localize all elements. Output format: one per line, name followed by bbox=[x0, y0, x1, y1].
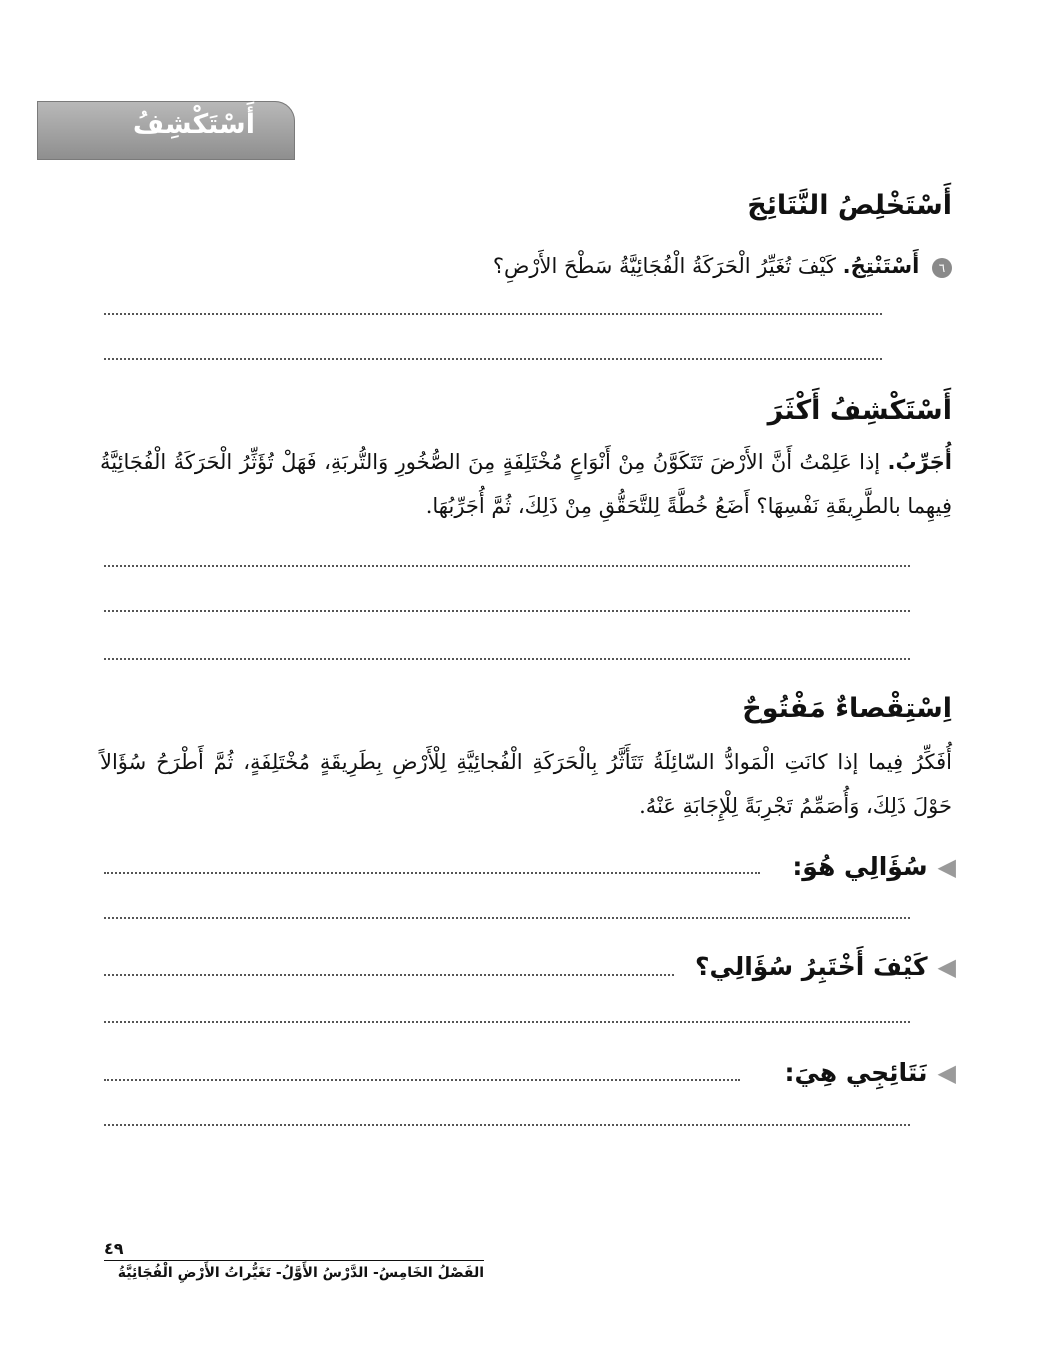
explore-more-paragraph bbox=[100, 440, 952, 528]
explore-more-text: إذا عَلِمْتُ أَنَّ الأَرْضَ تَتَكَوَّنُ مِنْ أَنْوَاعٍ مُخْتَلِفَةٍ مِنَ الصُّخُورِ وَالتُّربَةِ، فَهَلْ تُؤَثِّرُ الْحَرَكَةُ الْفُجَائِيَّةُ فِيهِما بالطَّرِيقَةِ نَفْسِهَا؟ أَضَعُ خُطَّةً لِلتَّحَقُّقِ مِنْ ذَلِكَ، ثُمَّ أُجَرِّبُهَا. bbox=[100, 450, 952, 518]
answer-line[interactable] bbox=[104, 917, 910, 919]
section-tab bbox=[37, 101, 295, 160]
answer-line[interactable] bbox=[104, 358, 882, 360]
answer-line[interactable] bbox=[104, 872, 760, 874]
pointer-arrow-icon: ◀ bbox=[937, 1059, 956, 1087]
answer-line[interactable] bbox=[104, 1021, 910, 1023]
answer-line[interactable] bbox=[104, 565, 910, 567]
question-label: أَسْتَنْتِجُ. bbox=[842, 254, 920, 278]
question-number-badge: ٦ bbox=[932, 258, 952, 278]
prompt-results-label: نَتَائِجِي هِيَ: bbox=[784, 1058, 928, 1087]
pointer-arrow-icon: ◀ bbox=[937, 953, 956, 981]
answer-line[interactable] bbox=[104, 974, 674, 976]
footer-divider bbox=[104, 1260, 484, 1261]
explore-more-heading: أَسْتَكْشِفُ أَكْثَرَ bbox=[767, 395, 952, 426]
prompt-question bbox=[792, 852, 956, 881]
prompt-test-label: كَيْفَ أَخْتَبِرُ سُؤَالِي؟ bbox=[695, 952, 928, 981]
open-inquiry-paragraph: أُفَكِّرُ فِيما إذا كانَتِ الْمَوادُّ السّائِلَةُ تَتَأَثَّرُ بِالْحَرَكَةِ الْفُجائِيَّةِ لِلْأَرْضِ بِطَرِيقَةٍ مُخْتَلِفَةٍ، ثُمَّ أَطْرَحُ سُؤَالاً حَوْلَ ذَلِكَ، وَأُصَمِّمُ تَجْرِبَةً لِلْإِجَابَةِ عَنْهُ. bbox=[100, 750, 952, 818]
pointer-arrow-icon: ◀ bbox=[937, 853, 956, 881]
answer-line[interactable] bbox=[104, 1079, 740, 1081]
conclude-question bbox=[100, 244, 952, 288]
prompt-question-label: سُؤَالِي هُوَ: bbox=[792, 852, 928, 881]
section-tab-title: أَسْتَكْشِفُ bbox=[132, 109, 255, 140]
prompt-test bbox=[695, 952, 956, 981]
explore-more-label: أُجَرِّبُ. bbox=[887, 450, 952, 474]
answer-line[interactable] bbox=[104, 658, 910, 660]
open-inquiry-heading: اِسْتِقْصاءٌ مَفْتُوحٌ bbox=[742, 693, 952, 724]
answer-line[interactable] bbox=[104, 610, 910, 612]
prompt-results bbox=[785, 1058, 956, 1087]
page-number: ٤٩ bbox=[104, 1239, 124, 1258]
footer-chapter-title: الفَصْلُ الخَامِسُ- الدَّرْسُ الأَوَّلُ- تَغَيُّراتُ الأَرْضِ الْفُجَائِيَّةُ bbox=[117, 1265, 484, 1281]
conclude-heading: أَسْتَخْلِصُ النَّتَائِجَ bbox=[747, 190, 952, 221]
answer-line[interactable] bbox=[104, 1124, 910, 1126]
answer-line[interactable] bbox=[104, 313, 882, 315]
question-text: كَيْفَ تُغَيِّرُ الْحَرَكَةُ الْفُجَائِيَّةُ سَطْحَ الأَرْضِ؟ bbox=[492, 254, 836, 278]
